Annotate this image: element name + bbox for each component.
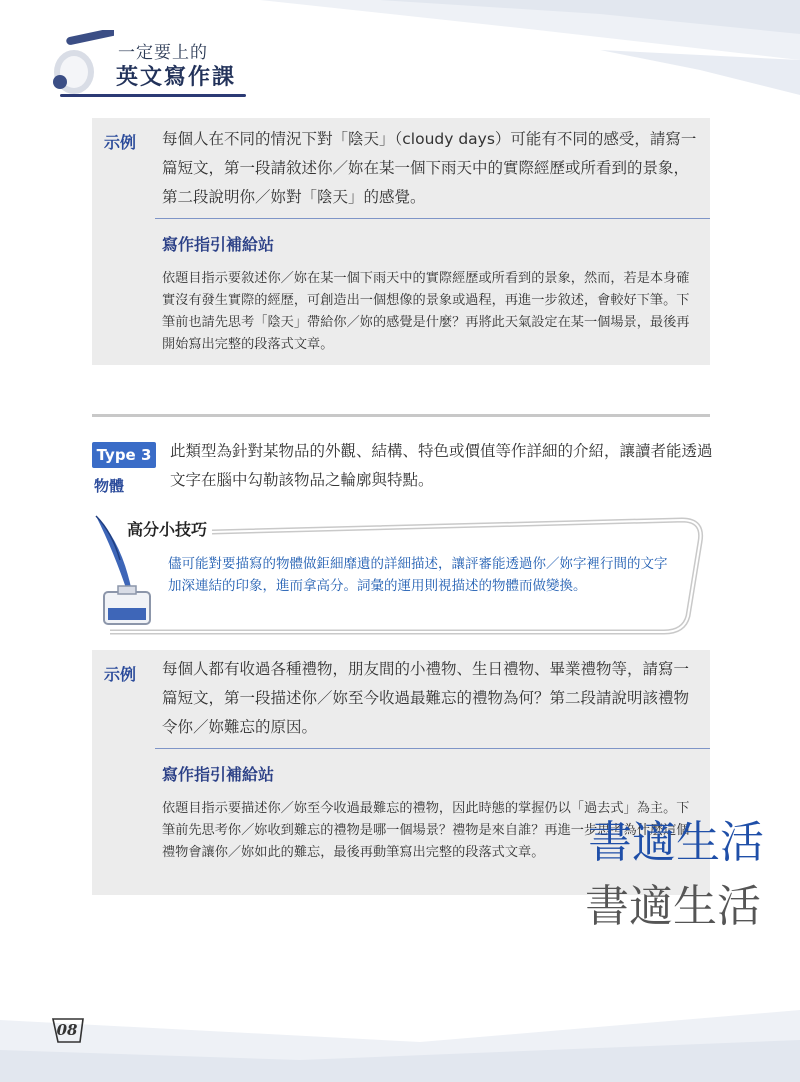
- guide-title: 寫作指引補給站: [162, 765, 275, 784]
- example-label: 示例: [104, 133, 137, 152]
- page-number: 08: [56, 1021, 78, 1039]
- example-prompt: 每個人都有收過各種禮物，朋友間的小禮物、生日禮物、畢業禮物等，請寫一篇短文，第一段描述你／妳至今收過最難忘的禮物為何？第二段請說明該禮物令你／妳難忘的原因。: [162, 660, 690, 736]
- book-subtitle: 一定要上的: [118, 43, 208, 63]
- example-label: 示例: [104, 665, 137, 684]
- watermark-gray: 書適生活: [585, 881, 761, 932]
- guide-text: 依題目指示要敘述你／妳在某一個下雨天中的實際經歷或所看到的景象，然而，若是本身確實沒有發生實際的經歷，可創造出一個想像的景象或過程，再進一步敘述，會較好下筆。下筆前也請先思考「陰天」帶給你／妳的感覺是什麼？再將此天氣設定在某一個場景，最後再開始寫出完整的段落式文章。: [162, 271, 690, 352]
- footer-banner: [0, 980, 800, 1082]
- book-title: 英文寫作課: [116, 65, 237, 90]
- watermark-blue: 書適生活: [588, 817, 764, 868]
- tips-title: 高分小技巧: [127, 520, 208, 539]
- example-prompt: 每個人在不同的情況下對「陰天」（cloudy days）可能有不同的感受，請寫一篇短文，第一段請敘述你／妳在某一個下雨天中的實際經歷或所看到的景象，第二段說明你／妳對「陰天」的感覺。: [162, 130, 697, 206]
- guide-divider: [155, 748, 710, 749]
- type-badge: Type 3: [92, 442, 156, 468]
- header-underline: [60, 94, 246, 97]
- section-divider: [92, 414, 710, 417]
- guide-divider: [155, 218, 710, 219]
- type-description: 此類型為針對某物品的外觀、結構、特色或價值等作詳細的介紹，讓讀者能透過文字在腦中勾勒該物品之輪廓與特點。: [170, 442, 713, 489]
- tips-text: 儘可能對要描寫的物體做鉅細靡遺的詳細描述，讓評審能透過你／妳字裡行間的文字加深連結的印象，進而拿高分。詞彙的運用則視描述的物體而做變換。: [168, 556, 668, 594]
- guide-title: 寫作指引補給站: [162, 235, 275, 254]
- guide-text: 依題目指示要描述你／妳至今收過最難忘的禮物，因此時態的掌握仍以「過去式」為主。下筆前先思考你／妳收到難忘的禮物是哪一個場景？禮物是來自誰？再進一步思考為什麼這個禮物會讓你／妳如此的難忘，最後再動筆寫出完整的段落式文章。: [162, 801, 690, 860]
- type-name: 物體: [94, 477, 125, 495]
- pen-mascot-icon: [44, 30, 114, 100]
